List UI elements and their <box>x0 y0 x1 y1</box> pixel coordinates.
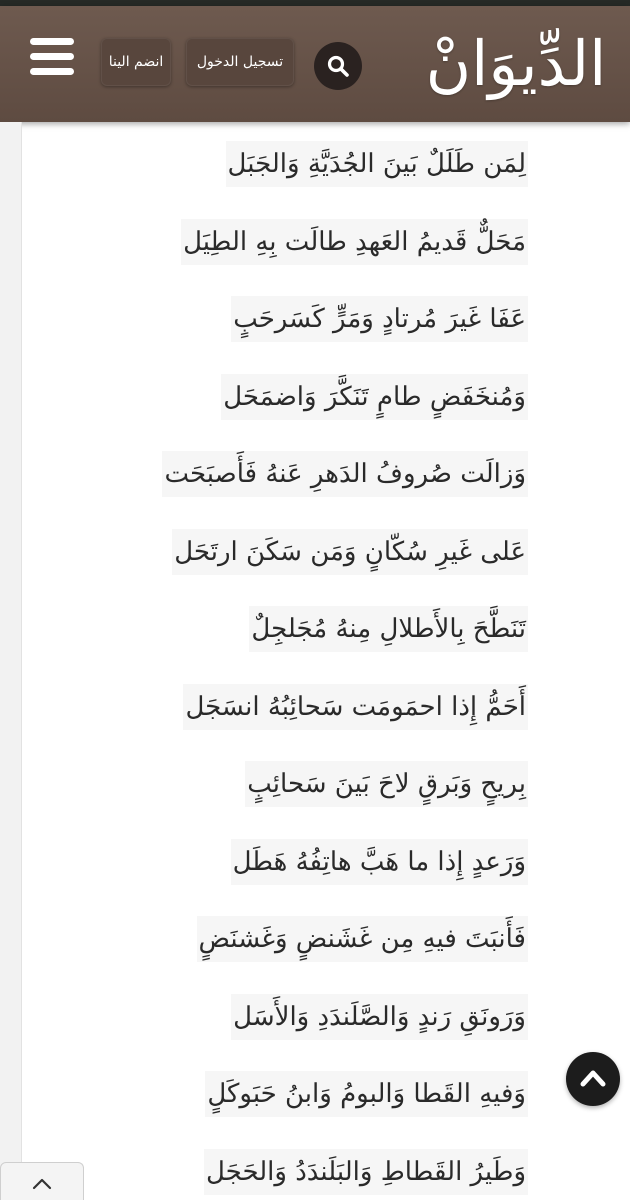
hamburger-icon <box>30 38 74 45</box>
chevron-up-icon <box>31 1176 53 1190</box>
poem-verse: وَرَعدٍ إِذا ما هَبَّ هاتِفُهُ هَطَل <box>231 839 528 885</box>
poem-verse: فَأَنبَتَ فيهِ مِن غَشَنضٍ وَغَشنَضٍ <box>197 916 529 962</box>
poem-verse: بِريحٍ وَبَرقٍ لاحَ بَينَ سَحائِبٍ <box>245 761 528 807</box>
site-header <box>0 6 630 122</box>
poem-verse: وَفيهِ القَطا وَالبومُ وَابنُ حَبَوكَلٍ <box>205 1071 528 1117</box>
poem-verse: وَرَونَقِ رَندٍ وَالصَّلَندَدِ وَالأَسَل <box>231 994 528 1040</box>
poem-verse: تَنَطَّحَ بِالأَطلالِ مِنهُ مُجَلجِلٌ <box>249 606 528 652</box>
login-button[interactable]: تسجيل الدخول <box>186 38 294 86</box>
join-button[interactable]: انضم الينا <box>101 38 171 86</box>
poem-verse: مَحَلٌّ قَديمُ العَهدِ طالَت بِهِ الطِيَل <box>181 219 528 265</box>
side-rail <box>0 122 22 1200</box>
poem-verse: وَزالَت صُروفُ الدَهرِ عَنهُ فَأَصبَحَت <box>162 451 528 497</box>
poem-verse: عَفَا غَيرَ مُرتادٍ وَمَرٍّ كَسَرحَبٍ <box>231 296 528 342</box>
poem-content <box>0 122 630 1200</box>
hamburger-menu-button[interactable] <box>30 38 74 78</box>
poem-verse: وَطَيرُ القَطاطِ وَالبَلَندَدُ وَالحَجَل <box>204 1149 528 1195</box>
bottom-drawer-tab[interactable] <box>0 1162 84 1200</box>
poem-verse: عَلى غَيرِ سُكّانٍ وَمَن سَكَنَ ارتَحَل <box>172 529 528 575</box>
search-icon <box>326 54 350 78</box>
scroll-to-top-button[interactable] <box>566 1052 620 1106</box>
poem-verse: أَحَمُّ إِذا احمَومَت سَحائِبُهُ انسَجَل <box>183 684 528 730</box>
search-button[interactable] <box>314 42 362 90</box>
poem-verse: وَمُنخَفَضٍ طامٍ تَنَكَّرَ وَاضمَحَل <box>221 374 528 420</box>
chevron-up-icon <box>578 1064 608 1094</box>
site-logo[interactable]: الدِّيوَانْ <box>425 27 607 100</box>
poem-verse: لِمَن طَلَلٌ بَينَ الجُدَيَّةِ وَالجَبَل <box>226 141 528 187</box>
